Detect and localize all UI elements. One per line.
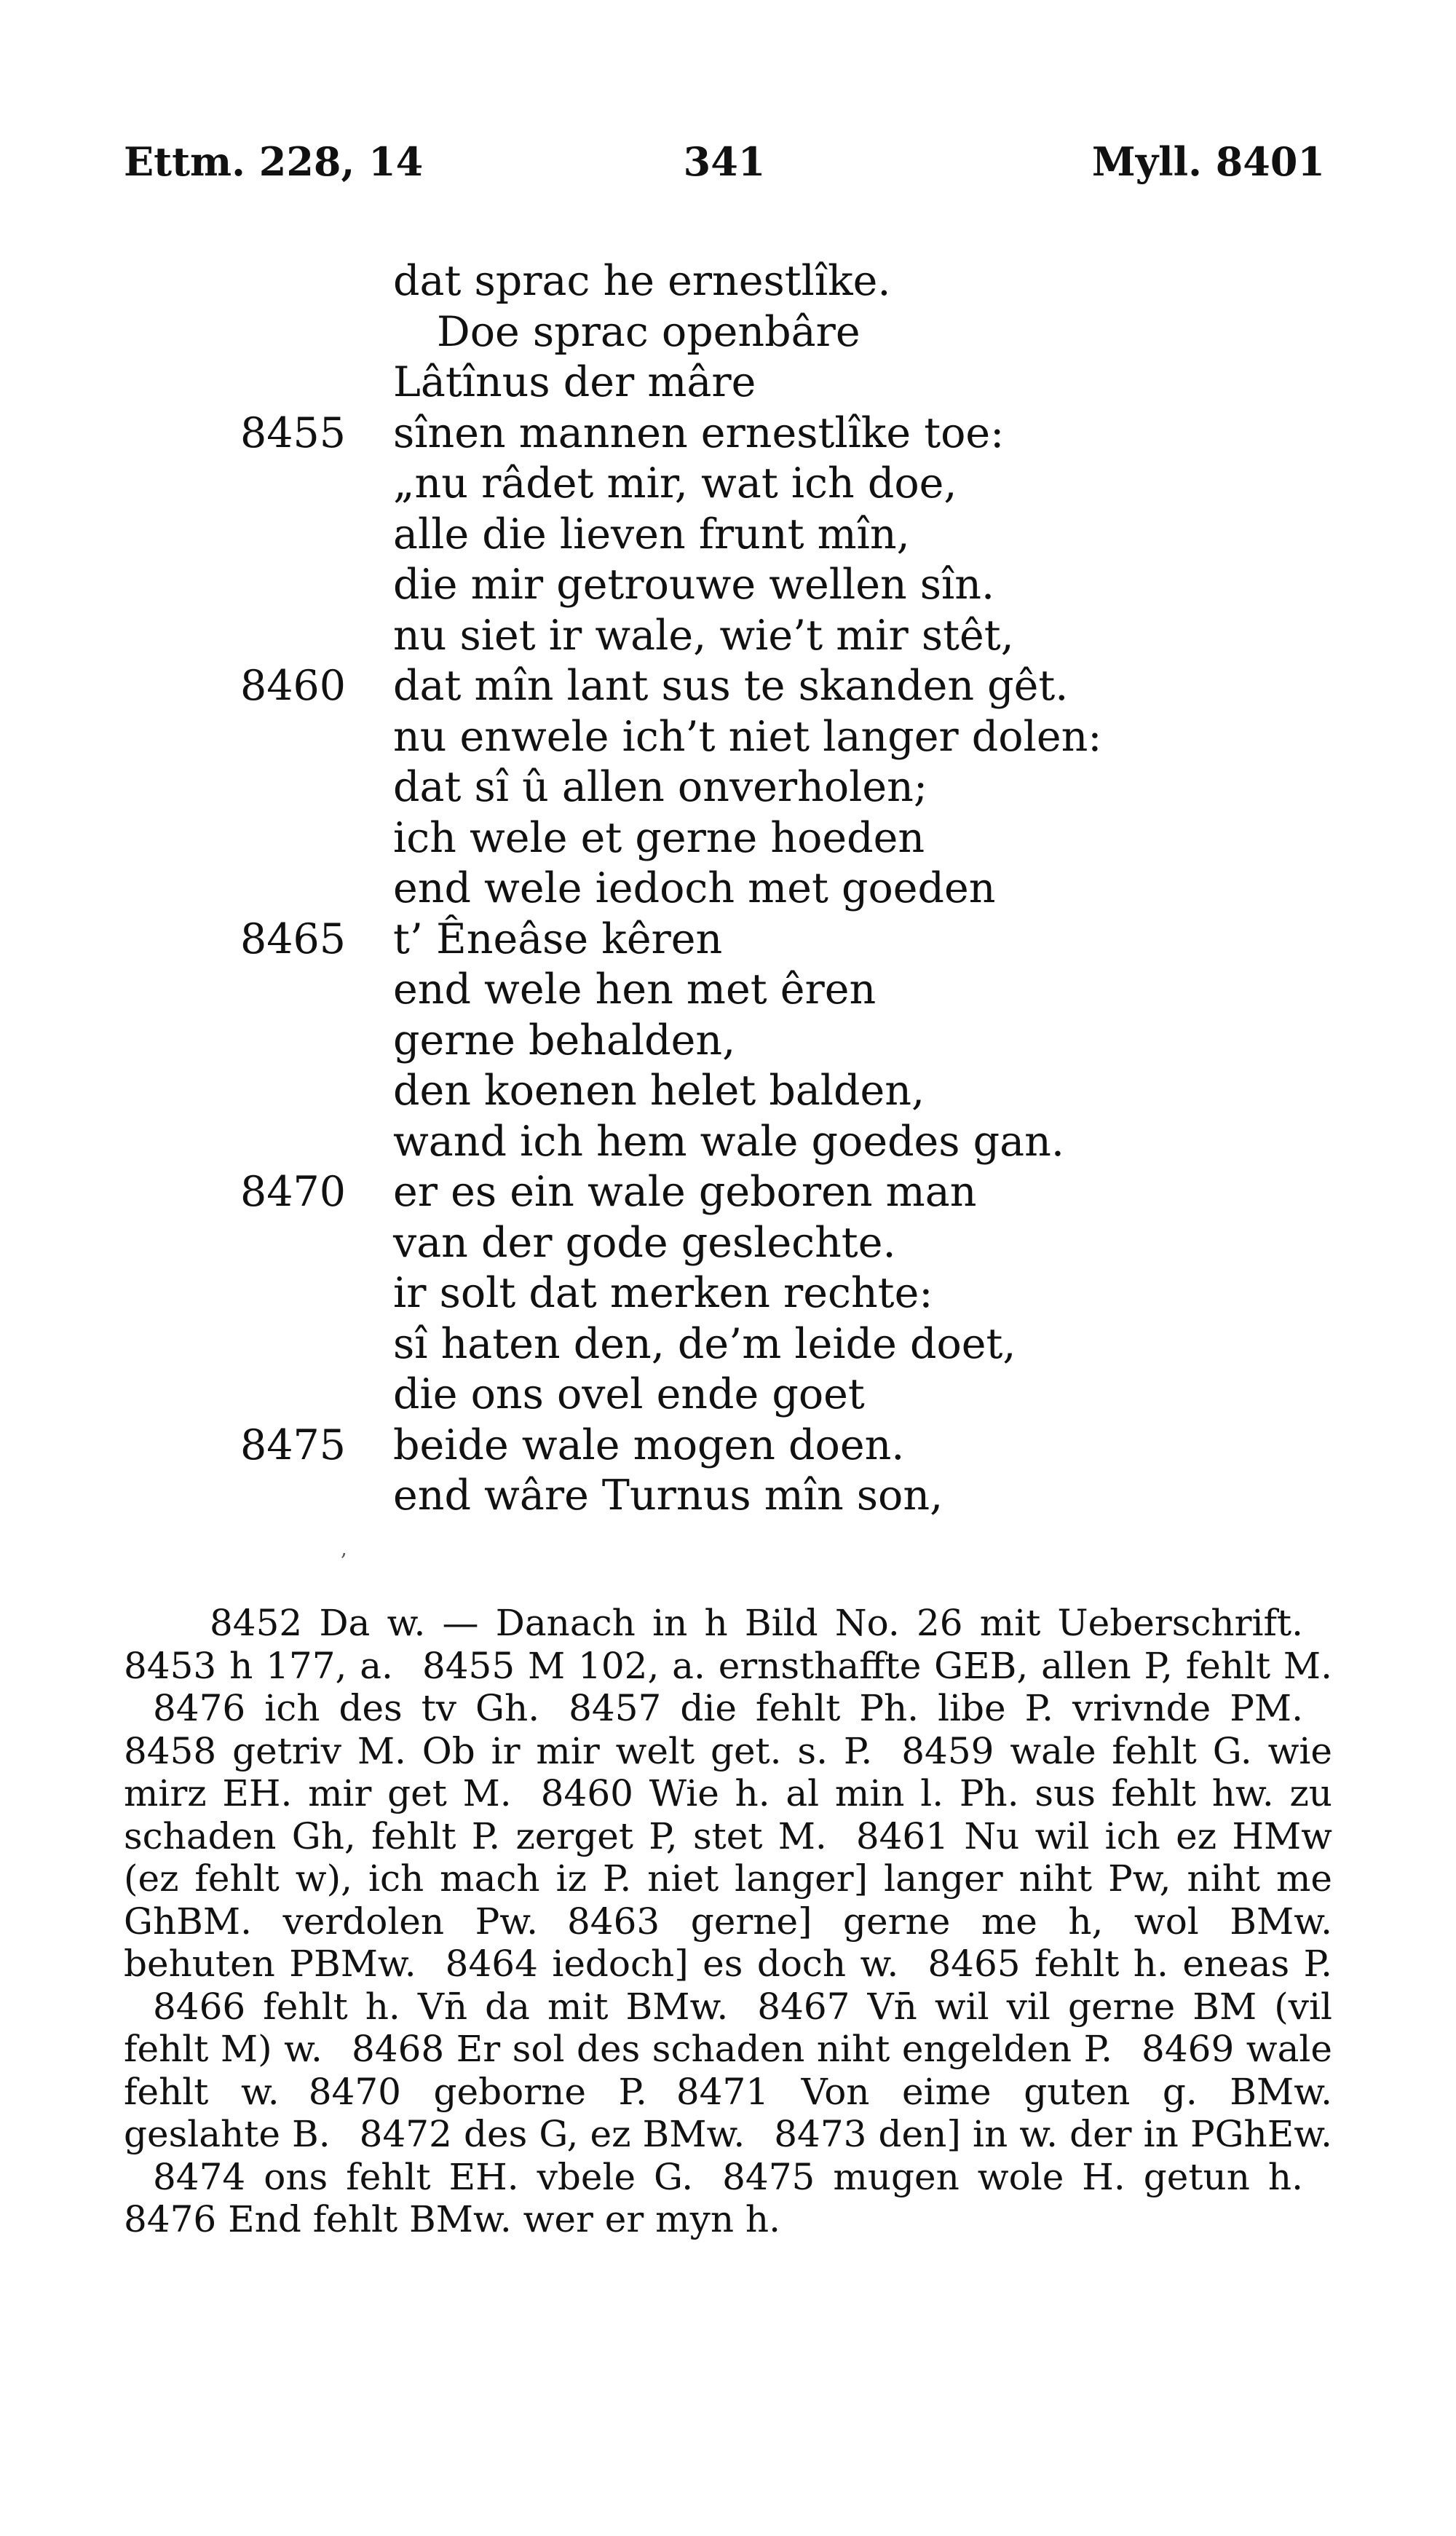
verse-line — [0, 611, 1456, 662]
verse-text-line: beide wale mogen doen. — [393, 1421, 905, 1469]
apparatus-note: 8461 Nu wil ich ez HMw (ez fehlt w), ich mach iz P. niet langer] langer niht Pw, niht me GhBM. verdolen Pw. — [124, 1814, 1332, 1943]
apparatus-note: 8464 iedoch] es doch w. — [445, 1943, 899, 1985]
apparatus-note: 8463 gerne] gerne me h, wol BMw. behuten PBMw. — [124, 1900, 1332, 1985]
verse-number: 8465 — [240, 915, 347, 963]
verse-line — [0, 1066, 1456, 1117]
verse-text-line: die ons ovel ende goet — [393, 1370, 865, 1418]
verse-line — [0, 256, 1456, 307]
page-number: 341 — [683, 138, 766, 185]
verse-line — [0, 510, 1456, 561]
verse-line — [0, 712, 1456, 763]
verse-number: 8475 — [240, 1421, 347, 1469]
verse-line — [0, 408, 1456, 459]
verse-text-line: „nu râdet mir, wat ich doe, — [393, 459, 957, 507]
verse-text-line: Lâtînus der mâre — [393, 358, 756, 406]
verse-text-line: Doe sprac openbâre — [437, 307, 860, 356]
apparatus-note: 8458 getriv M. Ob ir mir welt get. s. P. — [124, 1729, 873, 1772]
apparatus-note: 8469 wale fehlt w. — [124, 2028, 1332, 2113]
verse-number: 8455 — [240, 408, 347, 457]
apparatus-note: 8453 h 177, a. — [124, 1644, 393, 1687]
verse-line — [0, 762, 1456, 813]
apparatus-note: 8457 die fehlt Ph. libe P. vrivnde PM. — [569, 1687, 1303, 1729]
verse-text-line: ich wele et gerne hoeden — [393, 813, 925, 862]
verse-text-line: end wele hen met êren — [393, 965, 877, 1014]
apparatus-note: 8475 mugen wole H. getun h. — [722, 2155, 1303, 2198]
stray-mark: , — [341, 1536, 347, 1560]
apparatus-note: 8467 Vn̄ wil vil gerne BM (vil fehlt M) w. — [124, 1985, 1332, 2070]
verse-text-line: sî haten den, de’m leide doet, — [393, 1319, 1016, 1368]
verse-text-line: wand ich hem wale goedes gan. — [393, 1117, 1064, 1166]
apparatus-note: 8473 den] in w. der in PGhEw. — [774, 2113, 1332, 2155]
verse-text-line: t’ Êneâse kêren — [393, 915, 723, 963]
verse-text-line: dat sî û allen onverholen; — [393, 763, 928, 811]
verse-text-line: van der gode geslechte. — [393, 1218, 896, 1267]
apparatus-note: 8474 ons fehlt EH. vbele G. — [153, 2155, 694, 2198]
verse-line — [0, 459, 1456, 510]
verse-text-line: er es ein wale geboren man — [393, 1168, 977, 1216]
verse-text-line: alle die lieven frunt mîn, — [393, 510, 910, 558]
verse-text-line: den koenen helet balden, — [393, 1067, 925, 1115]
header-right-reference: Myll. 8401 — [1091, 138, 1325, 185]
verse-line — [0, 1421, 1456, 1472]
verse-line — [0, 1268, 1456, 1319]
apparatus-note: 8472 des G, ez BMw. — [359, 2113, 745, 2155]
verse-text-line: nu enwele ich’t niet langer dolen: — [393, 712, 1102, 761]
verse-line — [0, 560, 1456, 611]
verse-text-line: nu siet ir wale, wie’t mir stêt, — [393, 611, 1014, 660]
page-header — [124, 138, 1325, 204]
apparatus-note: 8452 Da w. — Danach in h Bild No. 26 mit Ueberschrift. — [210, 1602, 1303, 1644]
verse-line — [0, 1167, 1456, 1218]
apparatus-note: 8460 Wie h. al min l. Ph. sus fehlt hw. zu schaden Gh, fehlt P. zerget P, stet M. — [124, 1772, 1332, 1857]
apparatus-note: 8465 fehlt h. eneas P. — [927, 1943, 1332, 1985]
apparatus-note: 8459 wale fehlt G. wie mirz EH. mir get M. — [124, 1729, 1332, 1814]
verse-text-line: dat mîn lant sus te skanden gêt. — [393, 662, 1069, 710]
verse-line — [0, 661, 1456, 712]
verse-line — [0, 1016, 1456, 1067]
apparatus-notes — [124, 1602, 1332, 2241]
verse-text-line: end wele iedoch met goeden — [393, 864, 996, 912]
verse-text-line: die mir getrouwe wellen sîn. — [393, 561, 995, 609]
verse-line — [0, 965, 1456, 1016]
verse-line — [0, 1370, 1456, 1421]
apparatus-note: 8466 fehlt h. Vn̄ da mit BMw. — [153, 1985, 729, 2028]
verse-line — [0, 358, 1456, 408]
verse-line — [0, 1117, 1456, 1168]
verse-line — [0, 1471, 1456, 1522]
verse-line — [0, 1319, 1456, 1370]
apparatus-note: 8468 Er sol des schaden niht engelden P. — [351, 2028, 1113, 2070]
verse-line — [0, 813, 1456, 864]
verse-text-line: gerne behalden, — [393, 1016, 736, 1064]
header-left-reference: Ettm. 228, 14 — [124, 138, 424, 185]
apparatus-note: 8471 Von eime guten g. BMw. geslahte B. — [124, 2070, 1332, 2155]
verse-text-line: sînen mannen ernestlîke toe: — [393, 408, 1005, 457]
notes-paragraph — [124, 1602, 1332, 2241]
verse-text-line: dat sprac he ernestlîke. — [393, 257, 891, 305]
verse-line — [0, 307, 1456, 358]
verse-number: 8470 — [240, 1168, 347, 1216]
apparatus-note: 8470 geborne P. — [308, 2070, 647, 2113]
verse-line — [0, 1218, 1456, 1269]
verse-line — [0, 915, 1456, 965]
verse-number: 8460 — [240, 662, 347, 710]
verse-text — [0, 256, 1456, 1522]
verse-line — [0, 864, 1456, 915]
apparatus-note: 8476 ich des tv Gh. — [153, 1687, 540, 1729]
verse-text-line: end wâre Turnus mîn son, — [393, 1472, 943, 1520]
apparatus-note: 8455 M 102, a. ernsthaffte GEB, allen P, fehlt M. — [422, 1644, 1332, 1687]
apparatus-note: 8476 End fehlt BMw. wer er myn h. — [124, 2198, 781, 2240]
verse-text-line: ir solt dat merken rechte: — [393, 1269, 933, 1317]
